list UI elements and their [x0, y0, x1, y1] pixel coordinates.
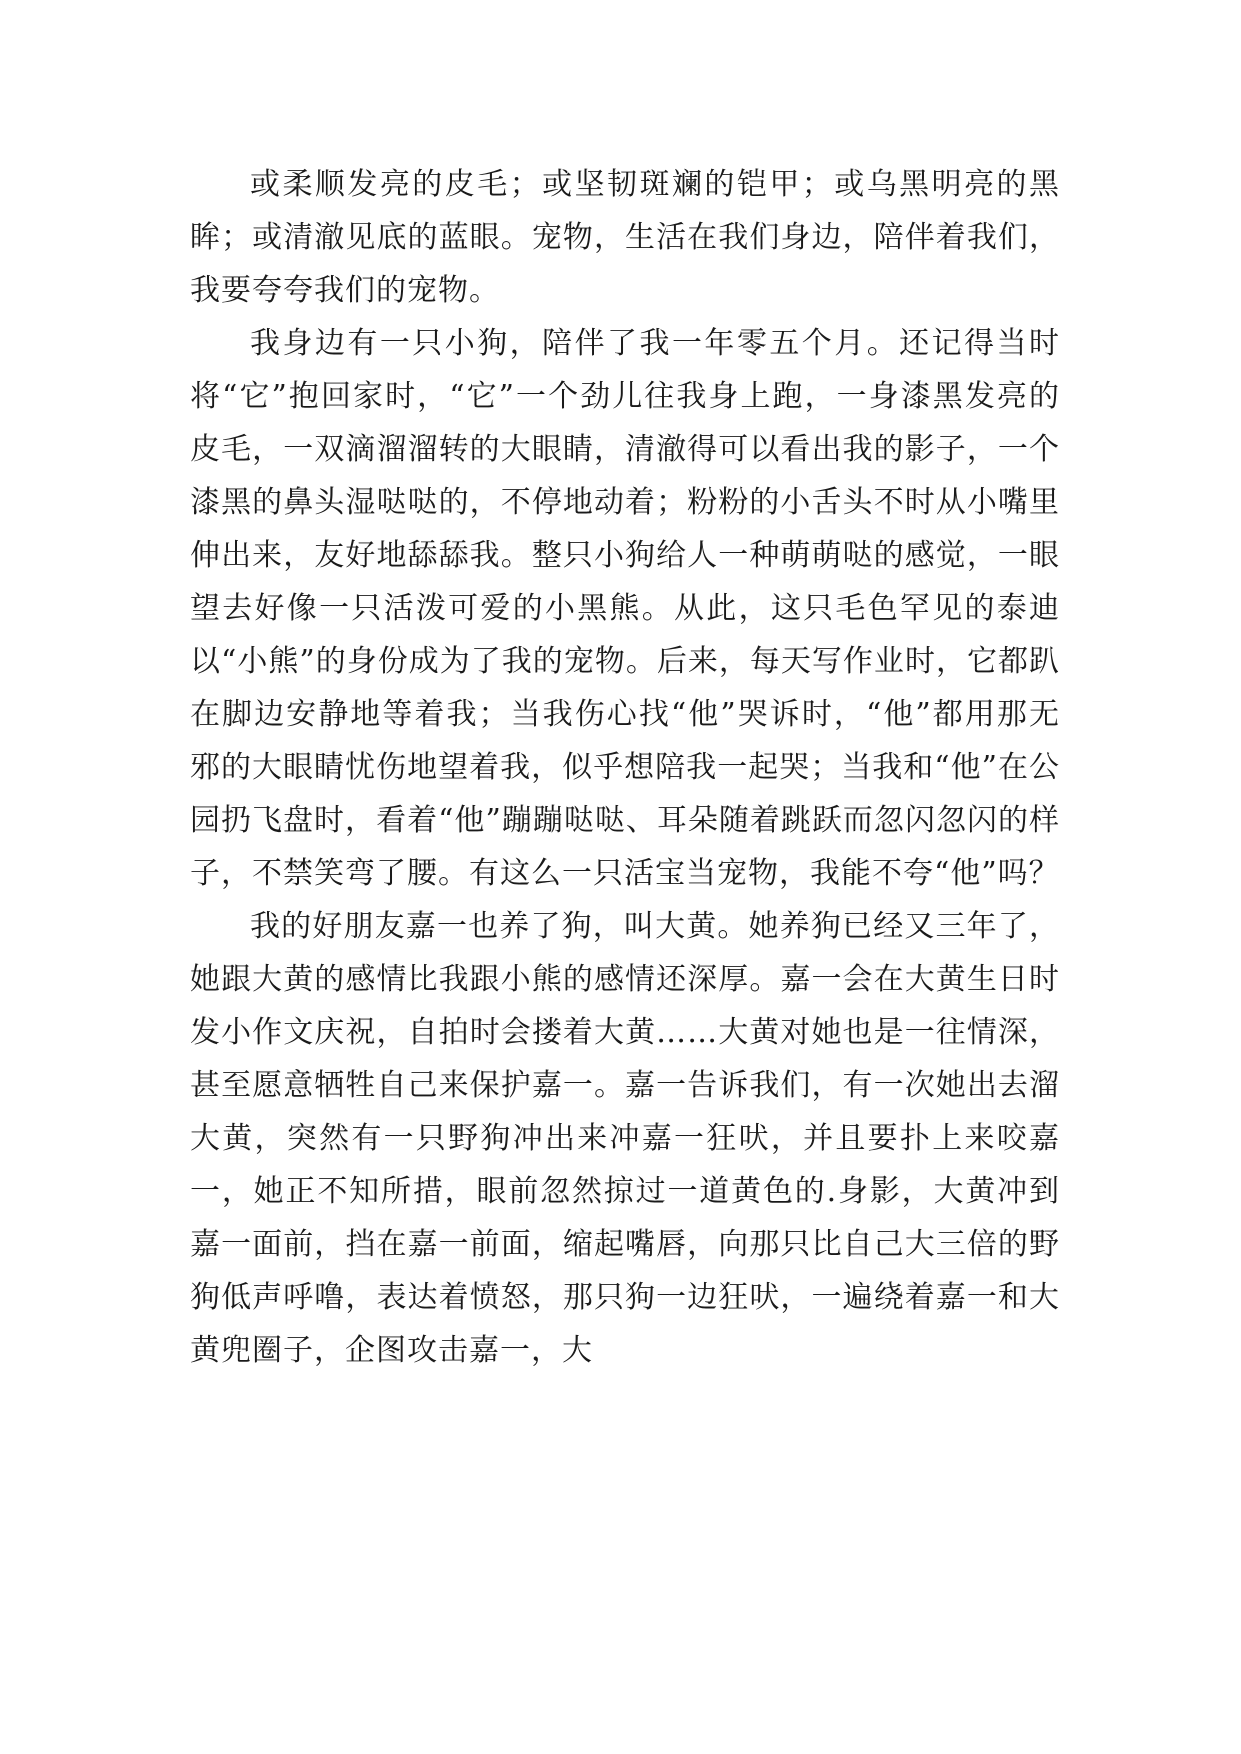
paragraph-intro: 或柔顺发亮的皮毛；或坚韧斑斓的铠甲；或乌黑明亮的黑眸；或清澈见底的蓝眼。宠物，生活在我们身边，陪伴着我们，我要夸夸我们的宠物。 [190, 167, 1060, 308]
paragraph-my-dog: 我身边有一只小狗，陪伴了我一年零五个月。还记得当时将“它”抱回家时，“它”一个劲儿往我身上跑，一身漆黑发亮的皮毛，一双滴溜溜转的大眼睛，清澈得可以看出我的影子，一个漆黑的鼻头湿哒哒的，不停地动着；粉粉的小舌头不时从小嘴里伸出来，友好地舔舔我。整只小狗给人一种萌萌哒的感觉，一眼望去好像一只活泼可爱的小黑熊。从此，这只毛色罕见的泰迪以“小熊”的身份成为了我的宠物。后来，每天写作业时，它都趴在脚边安静地等着我；当我伤心找“他”哭诉时，“他”都用那无邪的大眼睛忧伤地望着我，似乎想陪我一起哭；当我和“他”在公园扔飞盘时，看着“他”蹦蹦哒哒、耳朵随着跳跃而忽闪忽闪的样子，不禁笑弯了腰。有这么一只活宝当宠物，我能不夸“他”吗？ [190, 326, 1060, 891]
paragraph-friend-dog: 我的好朋友嘉一也养了狗，叫大黄。她养狗已经又三年了，她跟大黄的感情比我跟小熊的感情还深厚。嘉一会在大黄生日时发小作文庆祝，自拍时会搂着大黄……大黄对她也是一往情深，甚至愿意牺牲自己来保护嘉一。嘉一告诉我们，有一次她出去溜大黄，突然有一只野狗冲出来冲嘉一狂吠，并且要扑上来咬嘉一，她正不知所措，眼前忽然掠过一道黄色的.身影，大黄冲到嘉一面前，挡在嘉一前面，缩起嘴唇，向那只比自己大三倍的野狗低声呼噜，表达着愤怒，那只狗一边狂吠，一遍绕着嘉一和大黄兜圈子，企图攻击嘉一，大 [190, 909, 1060, 1368]
essay-body [190, 158, 1060, 1377]
